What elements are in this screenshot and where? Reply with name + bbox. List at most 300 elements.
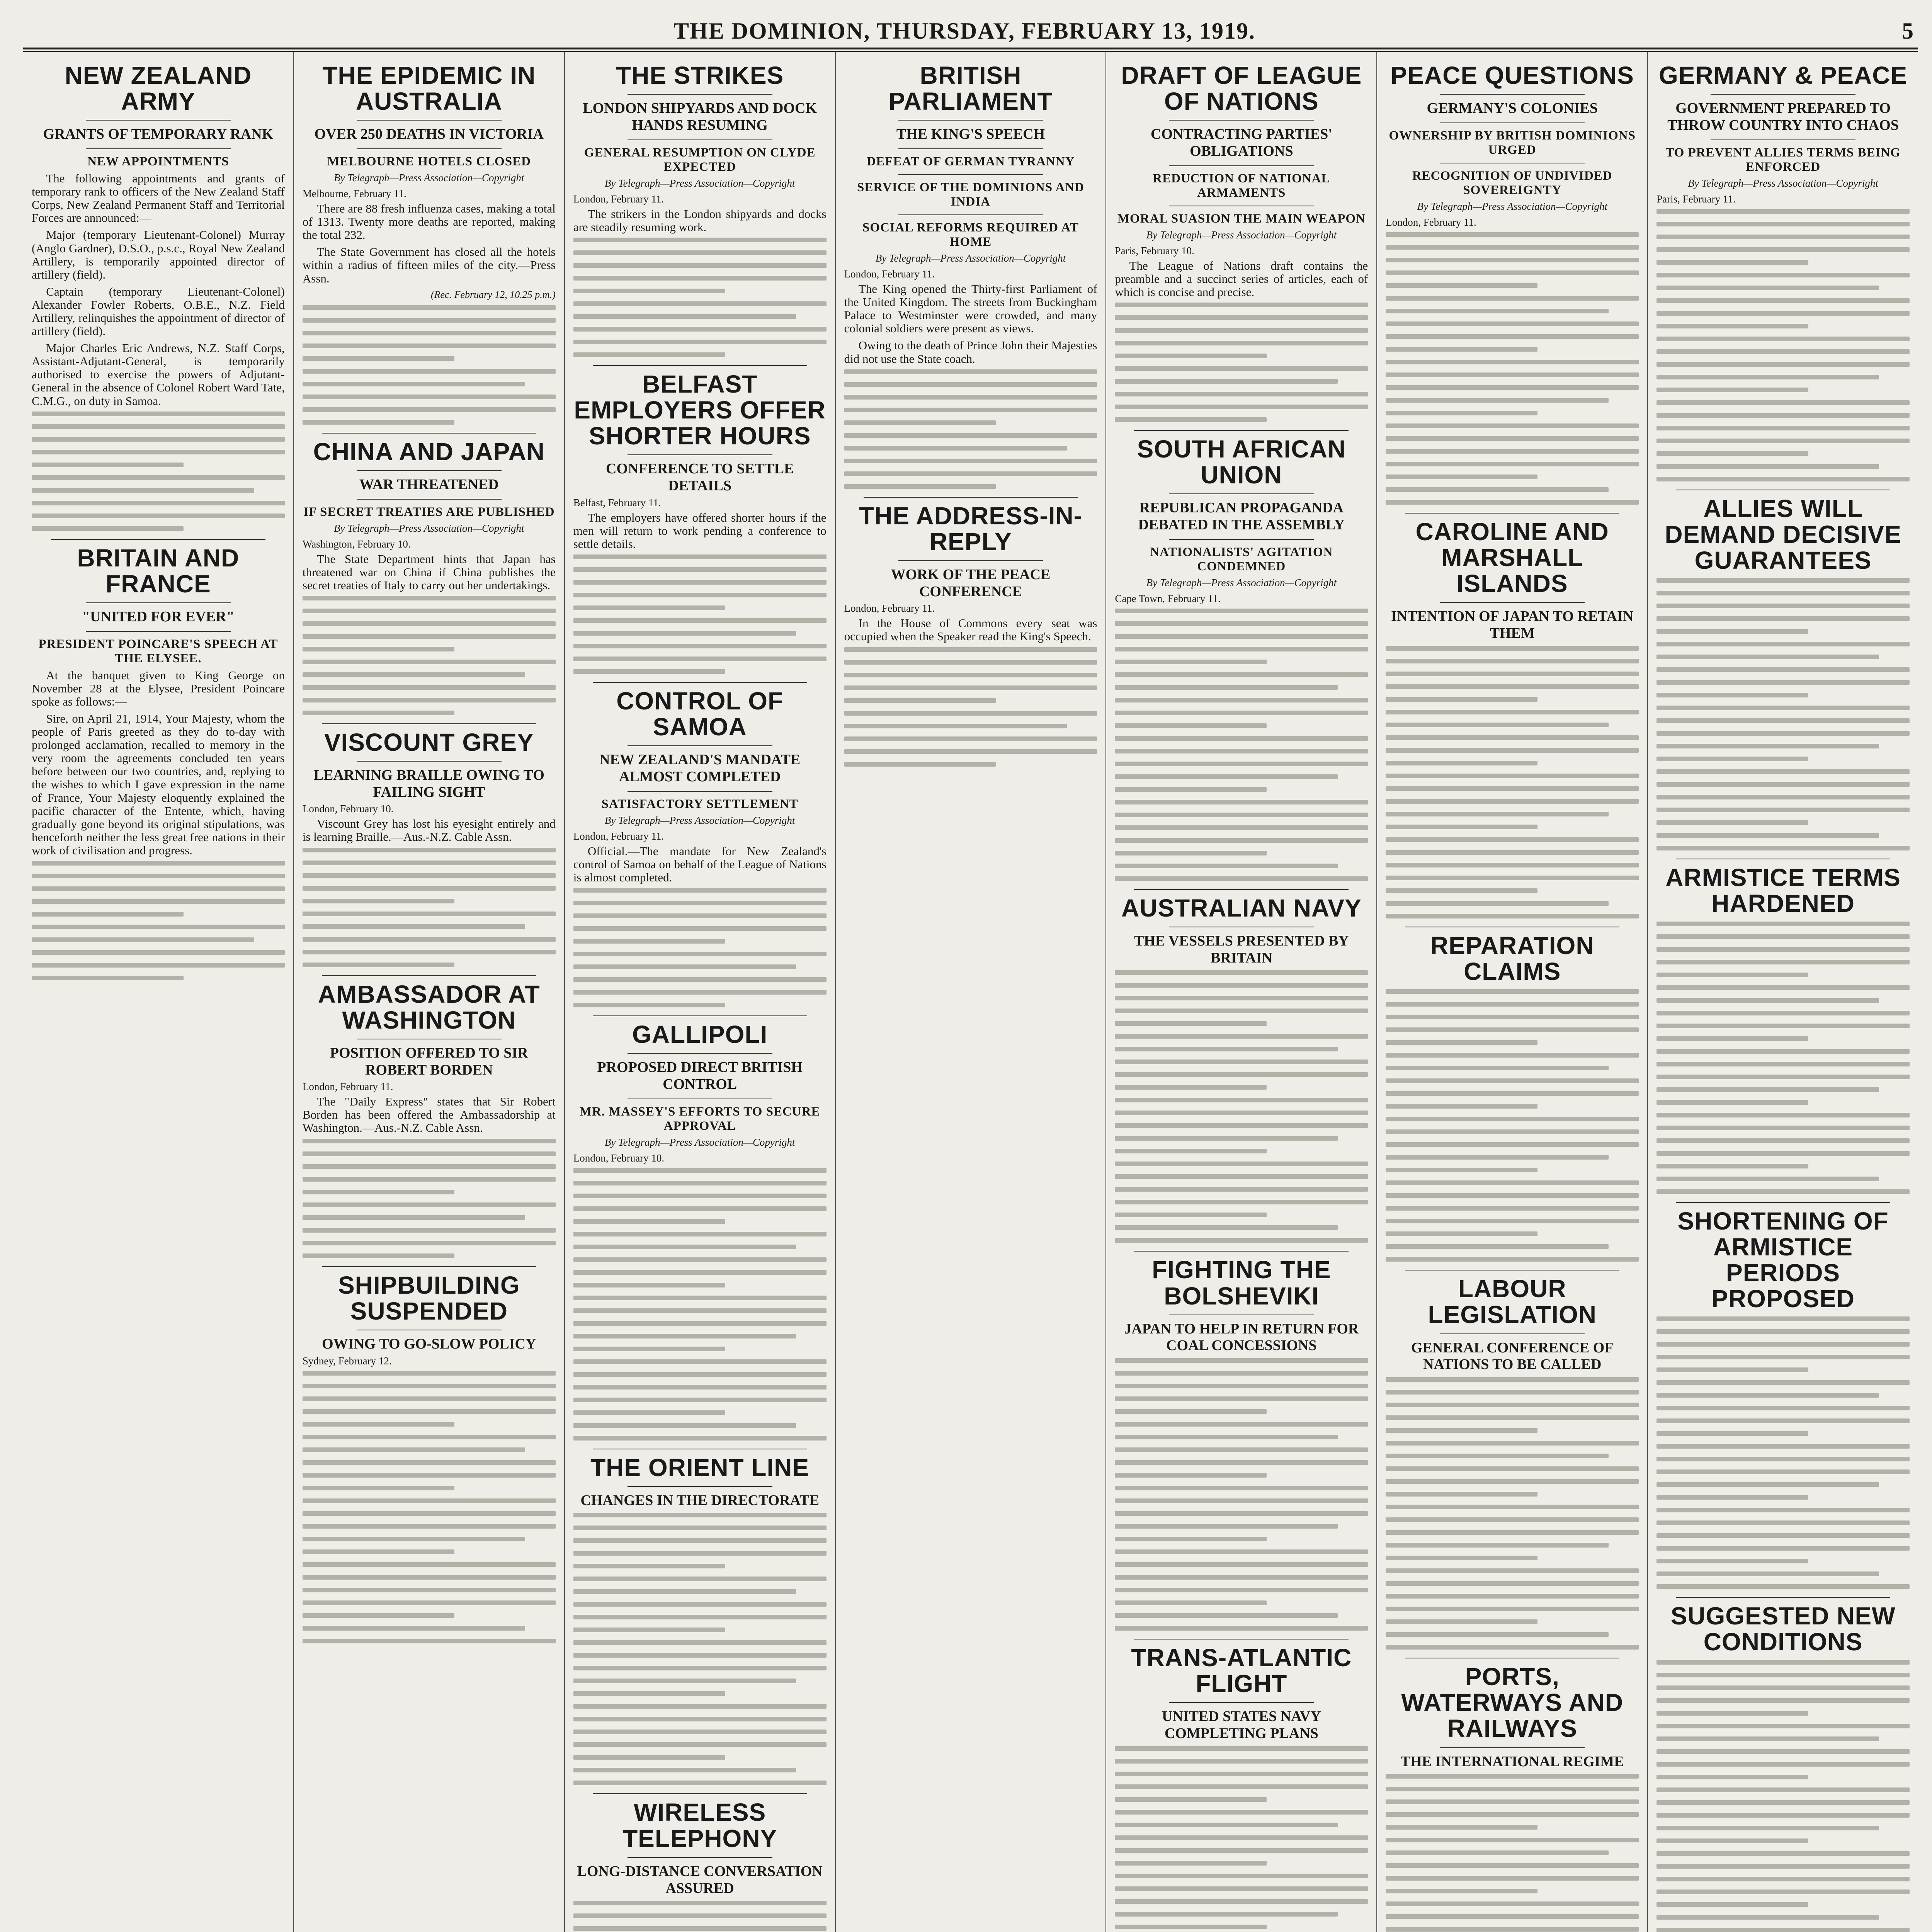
text-line: [844, 382, 1097, 387]
text-line: [303, 1524, 556, 1529]
text-line: [573, 580, 827, 585]
text-line: [1386, 1193, 1639, 1198]
column-5: [1106, 52, 1377, 1932]
text-line: [1656, 1724, 1910, 1728]
text-line: [1115, 736, 1368, 741]
text-line: [1115, 1626, 1368, 1631]
text-line: [573, 238, 827, 242]
text-line: [1115, 1200, 1368, 1204]
text-line: [1656, 464, 1879, 469]
text-line: [303, 1613, 454, 1618]
text-line: [573, 1385, 827, 1389]
text-line: [1386, 1850, 1608, 1855]
text-line: [1656, 1380, 1910, 1385]
text-line: [303, 1164, 556, 1169]
article-headline: NEW ZEALAND ARMY: [65, 61, 252, 116]
article-subhead: CONFERENCE TO SETTLE DETAILS: [605, 461, 794, 494]
divider: [628, 1857, 772, 1858]
text-line: [844, 749, 1097, 754]
text-line: [1386, 334, 1639, 339]
text-line: [1115, 800, 1368, 804]
article-subhead: GERMANY'S COLONIES: [1427, 100, 1598, 117]
text-line: [1656, 1559, 1808, 1563]
article-paragraph: The King opened the Thirty-first Parliament of the United Kingdom. The streets from Buckingham Palace to Westminster were crowded, and many colonial soldiers were present as views.: [844, 282, 1097, 335]
text-line: [1656, 1711, 1808, 1716]
text-line: [303, 1575, 556, 1580]
text-line: [1386, 697, 1537, 702]
text-line: [1386, 1787, 1639, 1791]
text-line: [1656, 795, 1910, 799]
text-line: [1386, 799, 1639, 804]
text-line: [1386, 723, 1608, 727]
text-line: [1386, 1377, 1639, 1382]
text-line: [32, 463, 184, 467]
text-line: [1656, 1393, 1879, 1398]
divider: [1134, 430, 1349, 431]
article-paragraph: In the House of Commons every seat was occupied when the Speaker read the King's Speech.: [844, 616, 1097, 643]
article-headline: BRITAIN AND FRANCE: [77, 544, 240, 598]
text-line: [1386, 684, 1639, 689]
text-line: [573, 327, 827, 332]
text-line: [1656, 1495, 1808, 1500]
text-line: [1115, 328, 1368, 333]
divider: [1134, 889, 1349, 890]
article: [573, 682, 827, 1007]
article-dateline: London, February 11.: [573, 830, 664, 842]
text-line: [1115, 864, 1337, 868]
article: [1386, 1658, 1639, 1932]
text-line: [1656, 1329, 1910, 1334]
text-line: [1656, 1431, 1808, 1436]
text-line: [303, 356, 454, 361]
text-line: [1656, 222, 1910, 226]
article-subhead: DEFEAT OF GERMAN TYRANNY: [866, 155, 1075, 169]
text-line: [1386, 1231, 1537, 1236]
article-body-text-block: [1386, 989, 1639, 1262]
text-line: [1115, 341, 1368, 345]
text-line: [1656, 616, 1910, 621]
text-line: [1386, 1117, 1639, 1121]
article-subhead: WAR THREATENED: [359, 476, 499, 493]
text-line: [1386, 1774, 1639, 1779]
text-line: [573, 1564, 725, 1568]
text-line: [573, 1704, 827, 1709]
divider: [1440, 602, 1585, 603]
text-line: [1115, 1034, 1368, 1039]
text-line: [1386, 1027, 1639, 1032]
text-line: [573, 913, 827, 918]
text-line: [1656, 934, 1910, 939]
text-line: [1656, 1113, 1910, 1117]
text-line: [573, 1513, 827, 1517]
divider: [1134, 1251, 1349, 1252]
article: [32, 539, 285, 980]
text-line: [573, 1308, 827, 1313]
text-line: [844, 446, 1067, 451]
text-line: [573, 1913, 827, 1918]
text-line: [573, 1589, 796, 1594]
text-line: [573, 1666, 827, 1670]
text-line: [1115, 1409, 1267, 1414]
text-line: [303, 305, 556, 310]
text-line: [1656, 1011, 1910, 1015]
divider: [628, 454, 772, 455]
text-line: [303, 873, 556, 878]
article-body-text-block: [1656, 922, 1910, 1194]
text-line: [1656, 1177, 1879, 1181]
text-line: [1115, 1810, 1368, 1815]
article-headline: ARMISTICE TERMS HARDENED: [1665, 864, 1901, 918]
text-line: [303, 912, 556, 916]
text-line: [1386, 1645, 1639, 1650]
text-line: [1115, 1384, 1368, 1388]
text-line: [1656, 1698, 1910, 1703]
text-line: [1386, 914, 1639, 918]
text-line: [32, 861, 285, 866]
text-line: [1656, 1877, 1910, 1881]
text-line: [303, 1215, 525, 1220]
text-line: [573, 1742, 827, 1747]
article: [303, 975, 556, 1258]
text-line: [1656, 1685, 1910, 1690]
text-line: [1115, 1925, 1267, 1929]
divider: [864, 497, 1078, 498]
column-6: [1377, 52, 1648, 1932]
article-dateline: London, February 10.: [302, 803, 394, 815]
article-paragraph: Major (temporary Lieutenant-Colonel) Murray (Anglo Gardner), D.S.O., p.s.c., Royal New Zealand Artillery, is temporarily appointed director of artillery (field).: [32, 228, 285, 281]
text-line: [573, 1538, 827, 1543]
text-line: [303, 1241, 556, 1245]
text-line: [844, 484, 996, 489]
text-line: [1386, 1568, 1639, 1573]
text-line: [573, 990, 827, 995]
text-line: [1115, 1422, 1368, 1427]
article-dateline: Paris, February 11.: [1656, 193, 1736, 205]
article-paragraph: The "Daily Express" states that Sir Robert Borden has been offered the Ambassadorship at Washington.—Aus.-N.Z. Cable Assn.: [302, 1095, 556, 1135]
text-line: [1656, 1457, 1910, 1461]
text-line: [1656, 298, 1910, 303]
text-line: [1115, 1588, 1368, 1592]
text-line: [1115, 303, 1368, 307]
article: [573, 1793, 827, 1932]
divider: [628, 745, 772, 746]
masthead: [23, 15, 1918, 49]
text-line: [844, 369, 1097, 374]
divider: [1440, 122, 1585, 123]
text-line: [303, 1511, 556, 1516]
text-line: [573, 977, 827, 982]
text-line: [1656, 413, 1910, 418]
article-headline: WIRELESS TELEPHONY: [622, 1798, 777, 1852]
text-line: [1386, 876, 1639, 880]
text-line: [1115, 723, 1267, 728]
article-paragraph: The State Department hints that Japan has threatened war on China if China publishes the secret treaties of Italy to carry out her undertakings.: [302, 552, 556, 592]
article: [1115, 1251, 1368, 1631]
text-line: [1115, 1021, 1267, 1026]
divider: [1676, 1597, 1890, 1598]
text-line: [1115, 315, 1368, 320]
article-body-text-block: [1386, 646, 1639, 918]
text-line: [1656, 973, 1808, 977]
text-line: [1115, 1460, 1368, 1465]
article-byline: By Telegraph—Press Association—Copyright: [604, 1136, 795, 1148]
text-line: [303, 1409, 556, 1414]
text-line: [1386, 1454, 1608, 1458]
text-line: [303, 621, 556, 626]
text-line: [1656, 1660, 1910, 1665]
text-line: [303, 1422, 454, 1427]
text-line: [1656, 1355, 1910, 1359]
text-line: [1656, 769, 1910, 774]
article-byline: By Telegraph—Press Association—Copyright: [604, 177, 795, 189]
text-line: [1656, 1189, 1910, 1194]
text-line: [1656, 388, 1808, 392]
article-paragraph: Captain (temporary Lieutenant-Colonel) Alexander Fowler Roberts, O.B.E., N.Z. Field Artillery, relinquishes the appointment of director of artillery (field).: [32, 284, 285, 338]
text-line: [1115, 1396, 1368, 1401]
text-line: [1386, 672, 1639, 676]
article-headline: REPARATION CLAIMS: [1430, 931, 1594, 985]
article-subhead: NEW ZEALAND'S MANDATE ALMOST COMPLETED: [599, 752, 801, 785]
article-headline: GALLIPOLI: [632, 1020, 768, 1048]
text-line: [1386, 487, 1608, 492]
article-dateline: London, February 11.: [302, 1081, 393, 1093]
divider: [1169, 539, 1314, 540]
text-line: [573, 1296, 827, 1300]
text-line: [573, 1168, 827, 1173]
text-line: [573, 352, 725, 357]
text-line: [1386, 372, 1639, 377]
article-paragraph: The State Government has closed all the hotels within a radius of fifteen miles of the city.—Press Assn.: [302, 245, 556, 285]
text-line: [1386, 863, 1639, 867]
text-line: [1656, 591, 1910, 595]
text-line: [303, 1435, 556, 1439]
text-line: [1656, 362, 1910, 367]
text-line: [1115, 379, 1337, 384]
text-line: [1115, 621, 1368, 626]
text-line: [844, 724, 1067, 728]
text-line: [1386, 1078, 1639, 1083]
text-line: [1656, 426, 1910, 430]
article: [1115, 63, 1368, 422]
text-line: [1656, 1889, 1910, 1894]
article-paragraph: The following appointments and grants of temporary rank to officers of the New Zealand Staff Corps, New Zealand Permanent Staff and Territorial Forces are announced:—: [32, 172, 285, 225]
article-subhead: CHANGES IN THE DIRECTORATE: [580, 1492, 819, 1509]
text-line: [303, 382, 525, 386]
text-line: [573, 340, 827, 344]
text-line: [1386, 761, 1537, 765]
article-headline: THE ORIENT LINE: [590, 1453, 810, 1481]
divider: [322, 975, 536, 976]
text-line: [573, 631, 796, 636]
article: [1386, 1270, 1639, 1650]
article-subhead: LEARNING BRAILLE OWING TO FAILING SIGHT: [313, 767, 544, 800]
article-headline: SHORTENING OF ARMISTICE PERIODS PROPOSED: [1677, 1207, 1889, 1313]
article-subhead: THE INTERNATIONAL REGIME: [1400, 1753, 1624, 1770]
text-line: [1386, 232, 1639, 237]
article-body-text-block: [1115, 303, 1368, 422]
text-line: [303, 899, 454, 903]
article-end-note: (Rec. February 12, 10.25 p.m.): [430, 289, 556, 300]
article-body-text-block: [573, 1513, 827, 1785]
article-subhead: LONG-DISTANCE CONVERSATION ASSURED: [577, 1863, 823, 1896]
text-line: [1656, 1902, 1808, 1907]
article-paragraph: Major Charles Eric Andrews, N.Z. Staff Corps, Assistant-Adjutant-General, is temporarily authorised to exercise the powers of Adjutant-General in the absence of Colonel Robert Ward Tate, C.M.G., on duty in Samoa.: [32, 341, 285, 408]
text-line: [303, 1639, 556, 1643]
article-dateline: London, February 11.: [573, 193, 664, 205]
text-line: [1386, 1594, 1639, 1599]
text-line: [573, 1679, 796, 1683]
text-line: [1656, 985, 1910, 990]
article: [1386, 927, 1639, 1262]
text-line: [844, 685, 1097, 690]
article-body-text-block: [1115, 609, 1368, 881]
text-line: [1386, 735, 1639, 740]
text-line: [844, 660, 1097, 665]
divider: [628, 1053, 772, 1054]
article-body-text-block: [573, 888, 827, 1007]
article: [1656, 1202, 1910, 1589]
text-line: [1656, 1864, 1910, 1869]
text-line: [573, 1194, 827, 1198]
text-line: [1386, 1543, 1608, 1548]
article-paragraph: Viscount Grey has lost his eyesight entirely and is learning Braille.—Aus.-N.Z. Cable Assn.: [302, 817, 556, 844]
masthead-title: THE DOMINION, THURSDAY, FEBRUARY 13, 1919.: [673, 18, 1255, 44]
text-line: [573, 289, 725, 293]
text-line: [1656, 998, 1879, 1003]
text-line: [844, 673, 1097, 677]
article-body-text-block: [844, 647, 1097, 767]
text-line: [1386, 1889, 1537, 1893]
text-line: [303, 647, 454, 651]
article-subhead: RECOGNITION OF UNDIVIDED SOVEREIGNTY: [1412, 168, 1612, 197]
text-line: [1386, 1556, 1537, 1560]
text-line: [303, 609, 556, 613]
text-line: [1656, 1049, 1910, 1054]
text-line: [1386, 1517, 1639, 1522]
text-line: [1656, 1775, 1808, 1779]
article: [844, 63, 1097, 489]
divider: [1169, 165, 1314, 166]
text-line: [32, 424, 285, 429]
text-line: [1656, 1075, 1910, 1079]
article-byline: By Telegraph—Press Association—Copyright: [1146, 229, 1337, 241]
article: [573, 365, 827, 674]
text-line: [1115, 1098, 1368, 1102]
text-line: [1656, 439, 1910, 443]
article-paragraph: There are 88 fresh influenza cases, making a total of 1313. Twenty more deaths are reported, making the total 232.: [302, 202, 556, 242]
text-line: [573, 669, 725, 674]
text-line: [1656, 247, 1910, 252]
text-line: [32, 886, 285, 891]
text-line: [1386, 748, 1639, 753]
article-body-text-block: [1656, 1316, 1910, 1589]
text-line: [844, 762, 996, 767]
text-line: [32, 437, 285, 442]
text-line: [1656, 642, 1910, 646]
text-line: [303, 1588, 556, 1592]
text-line: [1386, 1040, 1537, 1045]
article-subhead: SATISFACTORY SETTLEMENT: [601, 797, 798, 811]
text-line: [1386, 1390, 1639, 1395]
text-line: [1115, 1861, 1267, 1866]
text-line: [1386, 774, 1639, 778]
article-dateline: London, February 11.: [1386, 216, 1476, 228]
text-line: [32, 475, 285, 480]
text-line: [1656, 680, 1910, 685]
article-subhead: GENERAL CONFERENCE OF NATIONS TO BE CALLED: [1411, 1339, 1614, 1373]
divider: [898, 174, 1043, 175]
divider: [1711, 94, 1855, 95]
divider: [593, 1015, 807, 1016]
text-line: [1115, 1823, 1337, 1827]
text-line: [303, 634, 556, 639]
text-line: [1386, 474, 1537, 479]
article-dateline: London, February 11.: [844, 602, 935, 614]
text-line: [573, 1219, 725, 1224]
divider: [1711, 139, 1855, 140]
article-headline: PEACE QUESTIONS: [1390, 61, 1634, 89]
text-line: [1115, 1149, 1267, 1153]
text-line: [1656, 782, 1910, 787]
text-line: [1115, 851, 1267, 855]
text-line: [573, 1615, 827, 1619]
text-line: [1656, 1571, 1879, 1576]
text-line: [1386, 296, 1639, 301]
columns: [23, 51, 1918, 1932]
text-line: [32, 899, 285, 904]
text-line: [1115, 1187, 1368, 1192]
text-line: [32, 950, 285, 955]
article: [1656, 490, 1910, 851]
article-subhead: POSITION OFFERED TO SIR ROBERT BORDEN: [330, 1044, 528, 1078]
text-line: [1386, 258, 1639, 262]
text-line: [32, 963, 285, 968]
article-dateline: Melbourne, February 11.: [302, 188, 406, 200]
article: [303, 63, 556, 425]
text-line: [303, 1537, 525, 1541]
article-headline: BRITISH PARLIAMENT: [888, 61, 1053, 116]
text-line: [573, 1334, 796, 1338]
article-body-text-block: [1386, 1377, 1639, 1650]
text-line: [1656, 1062, 1910, 1066]
text-line: [1656, 1546, 1910, 1551]
text-line: [1115, 1912, 1337, 1917]
text-line: [573, 1901, 827, 1905]
text-line: [1656, 655, 1879, 659]
article-body-text-block: [303, 305, 556, 425]
text-line: [1656, 1762, 1910, 1767]
article-dateline: Sydney, February 12.: [302, 1355, 392, 1367]
text-line: [1386, 347, 1537, 352]
article-subhead: GENERAL RESUMPTION ON CLYDE EXPECTED: [584, 145, 816, 174]
text-line: [1386, 500, 1639, 505]
text-line: [1386, 646, 1639, 651]
article-headline: THE STRIKES: [616, 61, 784, 89]
text-line: [303, 1139, 556, 1143]
text-line: [573, 1270, 827, 1275]
divider: [86, 631, 231, 632]
article-body-text-block: [32, 412, 285, 531]
article-headline: CAROLINE AND MARSHALL ISLANDS: [1415, 517, 1609, 598]
divider: [628, 139, 772, 140]
divider: [1440, 94, 1585, 95]
text-line: [1656, 1800, 1910, 1805]
text-line: [32, 488, 254, 493]
article: [303, 1266, 556, 1643]
article-subhead: TO PREVENT ALLIES TERMS BEING ENFORCED: [1665, 145, 1901, 174]
article: [1115, 889, 1368, 1243]
text-line: [1656, 349, 1910, 354]
